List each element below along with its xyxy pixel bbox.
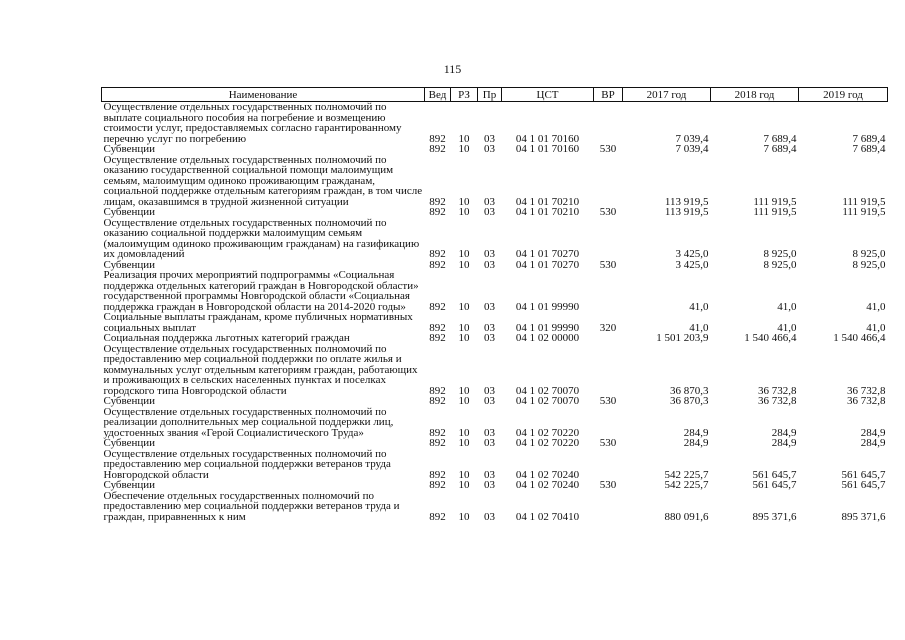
row-vr [594,333,623,344]
row-vr [594,218,623,260]
row-value-2018: 41,0 [777,300,797,313]
row-value-2018: 36 732,8 [758,384,797,397]
row-ved: 892 [429,143,446,155]
row-name: Социальные выплаты гражданам, кроме публичных нормативных социальных выплат [103,311,413,334]
row-vr: 530 [599,437,617,449]
header-rz: РЗ [451,88,478,102]
row-cst: 04 1 01 70160 [515,132,580,145]
row-vr: 530 [599,206,617,218]
row-cst: 04 1 02 70220 [515,426,580,439]
header-pr: Пр [478,88,502,102]
row-pr: 03 [484,321,495,334]
row-value-2019: 561 645,7 [841,468,886,481]
row-name: Субвенции [103,206,156,218]
table-row [102,144,888,155]
row-rz: 10 [458,143,470,155]
row-value-2018: 284,9 [771,437,797,449]
row-cst: 04 1 01 70210 [515,195,580,208]
header-2017: 2017 год [623,88,711,102]
row-value-2017: 7 039,4 [675,143,709,155]
row-value-2017: 113 919,5 [664,195,709,208]
row-rz: 10 [458,437,470,449]
table-row [102,333,888,344]
row-value-2017: 542 225,7 [664,468,709,481]
row-vr [594,102,623,145]
row-rz: 10 [458,206,470,218]
table-header [102,88,888,102]
row-ved: 892 [429,248,446,260]
row-name: Социальная поддержка льготных категорий граждан [103,332,350,344]
row-vr: 530 [599,143,617,155]
row-name: Осуществление отдельных государственных полномочий по реализации дополнительных мер социальной поддержки лиц, удостоенных звания «Герой Социалистического Труда» [103,405,394,439]
row-value-2017: 36 870,3 [670,384,709,397]
row-cst: 04 1 01 99990 [515,300,580,313]
row-value-2019: 41,0 [866,300,886,313]
row-value-2017: 41,0 [689,300,709,313]
row-value-2017: 7 039,4 [675,132,709,145]
row-ved: 892 [429,206,446,218]
row-name: Субвенции [103,143,156,155]
row-value-2019: 36 732,8 [847,384,886,397]
row-value-2017: 41,0 [689,321,709,334]
row-value-2019: 111 919,5 [842,195,886,208]
row-value-2018: 41,0 [777,321,797,334]
page-number: 115 [443,62,462,76]
table-row [102,102,888,145]
row-value-2018: 1 540 466,4 [744,332,797,344]
row-vr [594,344,623,397]
row-pr: 03 [484,258,495,271]
table-row [102,207,888,218]
row-pr: 03 [484,510,495,523]
row-value-2017: 1 501 203,9 [656,332,709,344]
row-rz: 10 [458,132,470,145]
row-vr: 530 [599,395,617,407]
table-row [102,491,888,523]
row-value-2018: 8 925,0 [763,248,797,260]
row-vr [594,491,623,523]
row-value-2017: 36 870,3 [670,395,709,407]
row-value-2017: 880 091,6 [664,510,709,523]
row-ved: 892 [429,332,446,344]
row-vr: 320 [599,321,617,334]
row-value-2018: 36 732,8 [758,395,797,407]
row-value-2019: 8 925,0 [852,248,886,260]
row-value-2019: 1 540 466,4 [833,332,886,344]
row-cst: 04 1 02 70070 [515,395,580,407]
row-ved: 892 [429,395,446,407]
row-value-2019: 284,9 [860,426,886,439]
row-rz: 10 [458,258,470,271]
row-value-2019: 36 732,8 [847,395,886,407]
row-value-2018: 7 689,4 [763,132,797,145]
row-rz: 10 [458,479,470,491]
row-value-2018: 7 689,4 [763,143,797,155]
row-vr [594,407,623,439]
row-pr: 03 [484,426,495,439]
row-pr: 03 [484,132,495,145]
row-value-2019: 8 925,0 [852,258,886,271]
row-value-2019: 41,0 [866,321,886,334]
row-rz: 10 [458,395,470,407]
row-value-2019: 7 689,4 [852,132,886,145]
row-cst: 04 1 01 70270 [515,258,580,271]
row-vr: 530 [599,258,617,271]
row-name: Обеспечение отдельных государственных полномочий по предоставлению мер социальной поддержки ветеранов труда и граждан, приравненных к ним [103,489,400,523]
row-value-2018: 111 919,5 [753,206,797,218]
header-cst: ЦСТ [502,88,594,102]
row-pr: 03 [484,479,495,491]
row-ved: 892 [429,195,446,208]
row-rz: 10 [458,426,470,439]
row-vr [594,155,623,208]
row-value-2018: 561 645,7 [752,468,797,481]
row-vr: 530 [599,479,617,491]
row-cst: 04 1 02 70240 [515,468,580,481]
row-ved: 892 [429,132,446,145]
row-name: Субвенции [103,437,156,449]
row-value-2018: 561 645,7 [752,479,797,491]
budget-table [101,87,888,522]
row-cst: 04 1 01 70160 [515,143,580,155]
row-rz: 10 [458,332,470,344]
row-value-2018: 8 925,0 [763,258,797,271]
row-ved: 892 [429,479,446,491]
row-pr: 03 [484,437,495,449]
row-pr: 03 [484,384,495,397]
row-ved: 892 [429,437,446,449]
row-value-2019: 7 689,4 [852,143,886,155]
table-row [102,270,888,312]
row-ved: 892 [429,321,446,334]
row-value-2018: 895 371,6 [752,510,797,523]
row-value-2019: 561 645,7 [841,479,886,491]
row-name: Осуществление отдельных государственных полномочий по оказанию социальной поддержки малоимущим семьям (малоимущим одиноко проживающим гражданам) на газификацию их домовладений [103,216,420,260]
table-row [102,312,888,333]
row-value-2019: 284,9 [860,437,886,449]
row-value-2017: 542 225,7 [664,479,709,491]
row-ved: 892 [429,384,446,397]
row-cst: 04 1 02 70220 [515,437,580,449]
row-pr: 03 [484,395,495,407]
row-pr: 03 [484,332,495,344]
row-name: Осуществление отдельных государственных полномочий по предоставлению мер социальной поддержки по оплате жилья и коммунальных услуг отдельным категориям граждан, работающих и проживающих в сельских населенных пунктах и поселках городского типа Новгородской области [103,342,418,397]
header-2019: 2019 год [799,88,888,102]
table-row [102,449,888,481]
row-value-2017: 3 425,0 [675,258,709,271]
row-name: Субвенции [103,395,156,407]
row-cst: 04 1 02 70410 [515,510,580,523]
header-name: Наименование [102,88,425,102]
row-rz: 10 [458,510,470,523]
table-row [102,155,888,208]
row-pr: 03 [484,143,495,155]
header-ved: Вед [425,88,451,102]
table-row [102,480,888,491]
row-rz: 10 [458,300,470,313]
row-cst: 04 1 01 70270 [515,248,580,260]
row-name: Осуществление отдельных государственных полномочий по оказанию государственной социальной помощи малоимущим семьям, малоимущим одиноко проживающим гражданам, социальной поддержке отдельным категориям граждан, в том числе лицам, оказавшимся в трудной жизненной ситуации [103,153,423,208]
row-value-2017: 284,9 [683,437,709,449]
row-pr: 03 [484,300,495,313]
row-name: Реализация прочих мероприятий подпрограммы «Социальная поддержка отдельных категорий граждан в Новгородской области» государственной программы Новгородской области «Социальная поддержка граждан в Новгородской области на 2014-2020 годы» [103,269,419,313]
row-cst: 04 1 02 70240 [515,479,580,491]
row-name: Осуществление отдельных государственных полномочий по предоставлению мер социальной поддержки ветеранов труда Новгородской области [103,447,391,481]
row-rz: 10 [458,195,470,208]
table-row [102,438,888,449]
row-name: Осуществление отдельных государственных полномочий по выплате социального пособия на погребение и возмещению стоимости услуг, предоставляемых согласно гарантированному перечню услуг по погребению [103,101,402,145]
row-pr: 03 [484,468,495,481]
table-row [102,344,888,397]
table-row [102,407,888,439]
row-ved: 892 [429,510,446,523]
row-cst: 04 1 01 70210 [515,206,580,218]
row-value-2019: 111 919,5 [842,206,886,218]
row-rz: 10 [458,248,470,260]
header-vr: ВР [594,88,623,102]
table-body [102,102,888,523]
row-rz: 10 [458,321,470,334]
row-cst: 04 1 01 99990 [515,321,580,334]
row-value-2017: 113 919,5 [664,206,709,218]
row-ved: 892 [429,426,446,439]
row-name: Субвенции [103,258,156,271]
row-pr: 03 [484,195,495,208]
table-row [102,396,888,407]
row-ved: 892 [429,300,446,313]
row-value-2017: 3 425,0 [675,248,709,260]
row-vr [594,270,623,312]
row-cst: 04 1 02 00000 [515,332,580,344]
row-rz: 10 [458,468,470,481]
row-value-2018: 284,9 [771,426,797,439]
row-rz: 10 [458,384,470,397]
header-2018: 2018 год [711,88,799,102]
row-ved: 892 [429,258,446,271]
row-cst: 04 1 02 70070 [515,384,580,397]
table-row [102,218,888,260]
row-pr: 03 [484,248,495,260]
row-vr [594,449,623,481]
row-ved: 892 [429,468,446,481]
row-value-2018: 111 919,5 [753,195,797,208]
row-value-2017: 284,9 [683,426,709,439]
row-name: Субвенции [103,479,156,491]
row-value-2019: 895 371,6 [841,510,886,523]
row-pr: 03 [484,206,495,218]
